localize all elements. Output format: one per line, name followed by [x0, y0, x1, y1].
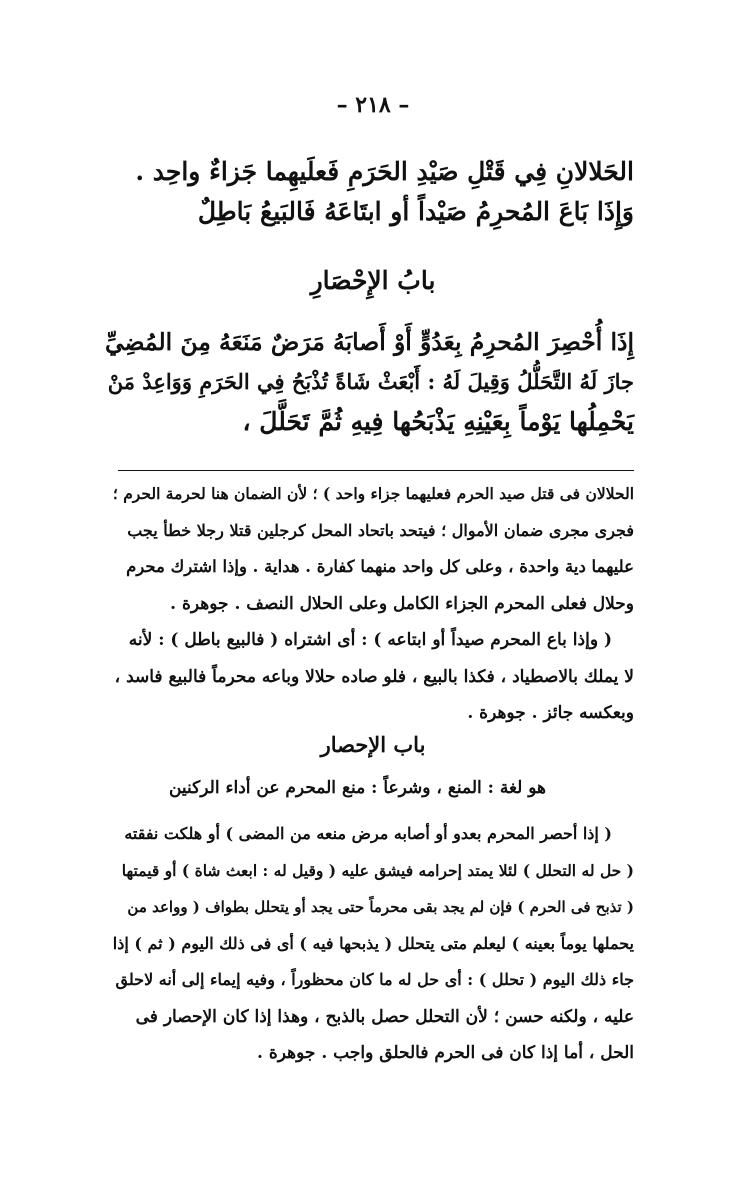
commentary-line: ( حل له التحلل ) لئلا يمتد إحرامه فيشق عليه ( وقيل له : ابعث شاة ) أو قيمتها	[121, 860, 634, 880]
commentary-line: الحل ، أما إذا كان فى الحرم فالحلق واجب . جوهرة .	[257, 1043, 634, 1063]
commentary-line: جاء ذلك اليوم ( تحلل ) : أى حل له ما كان محظوراً ، وفيه إيماء إلى أنه لاحلق	[115, 970, 634, 989]
commentary-line: وحلال فعلى المحرم الجزاء الكامل وعلى الحلال النصف . جوهرة .	[170, 593, 634, 614]
commentary-line: عليهما دية واحدة ، وعلى كل واحد منهما كفارة . هداية . وإذا اشترك محرم	[126, 557, 634, 576]
commentary-line: ( إذا أحصر المحرم بعدو أو أصابه مرض منعه من المضى ) أو هلكت نفقته	[124, 824, 612, 843]
commentary-heading: باب الإحصار	[320, 732, 426, 757]
verse-top	[104, 152, 634, 232]
verse-line: جازَ لَهُ التَّحَلُّلُ وَقِيلَ لَهُ : أَبْعَثْ شَاةً تُذْبَحُ فِي الحَرَمِ وَوَاعِدْ مَنْ	[107, 369, 634, 394]
verse-bottom	[104, 322, 634, 442]
verse-line: يَحْمِلُها يَوْماً بِعَيْنِهِ يَذْبَحُها فِيهِ ثُمَّ تَحَلَّلَ ،	[242, 407, 634, 436]
section-heading: بابُ الإِحْصَارِ	[310, 266, 436, 295]
commentary-line: ( وإذا باع المحرم صيداً أو ابتاعه ) : أى اشتراه ( فالبيع باطل ) : لأنه	[128, 630, 612, 650]
commentary-line: عليه ، ولكنه حسن ؛ لأن التحلل حصل بالذبح ، وهذا إذا كان الإحصار فى	[135, 1006, 634, 1027]
commentary-line: لا يملك بالاصطياد ، فكذا بالبيع ، فلو صاده حلالا وباعه محرماً فالبيع فاسد ،	[114, 666, 634, 687]
commentary-line: يحملها يوماً بعينه ) ليعلم متى يتحلل ( يذبحها فيه ) أى فى ذلك اليوم ( ثم ) إذا	[112, 933, 634, 953]
definition-line: هو لغة : المنع ، وشرعاً : منع المحرم عن أداء الركنين	[168, 778, 546, 798]
divider-line	[118, 470, 634, 471]
commentary-line: وبعكسه جائز . جوهرة .	[467, 703, 634, 723]
verse-line: إِذَا أُحْصِرَ المُحرِمُ بِعَدُوٍّ أَوْ أَصابَهُ مَرَضٌ مَنَعَهُ مِنَ المُضِيِّ	[104, 328, 634, 356]
commentary-bottom	[112, 816, 634, 1072]
verse-line: وَإِذَا بَاعَ المُحرِمُ صَيْداً أو ابتَاعَهُ فَالبَيعُ بَاطِلٌ	[197, 197, 634, 226]
commentary-line: ( تذبح فى الحرم ) فإن لم يجد بقى محرماً حتى يجد أو يتحلل بطواف ( وواعد من	[127, 898, 634, 916]
commentary-line: فجرى مجرى ضمان الأموال ؛ فيتحد باتحاد المحل كرجلين قتلا رجلا خطأ يجب	[127, 520, 634, 540]
commentary-top	[112, 476, 634, 732]
verse-line: الحَلالانِ فِي قَتْلِ صَيْدِ الحَرَمِ فَعلَيهِما جَزاءٌ واحِد .	[135, 157, 634, 186]
commentary-line: الحلالان فى قتل صيد الحرم فعليهما جزاء واحد ) ؛ لأن الضمان هنا لحرمة الحرم ؛	[112, 484, 634, 503]
page-number: – ٢١٨ –	[336, 92, 410, 118]
